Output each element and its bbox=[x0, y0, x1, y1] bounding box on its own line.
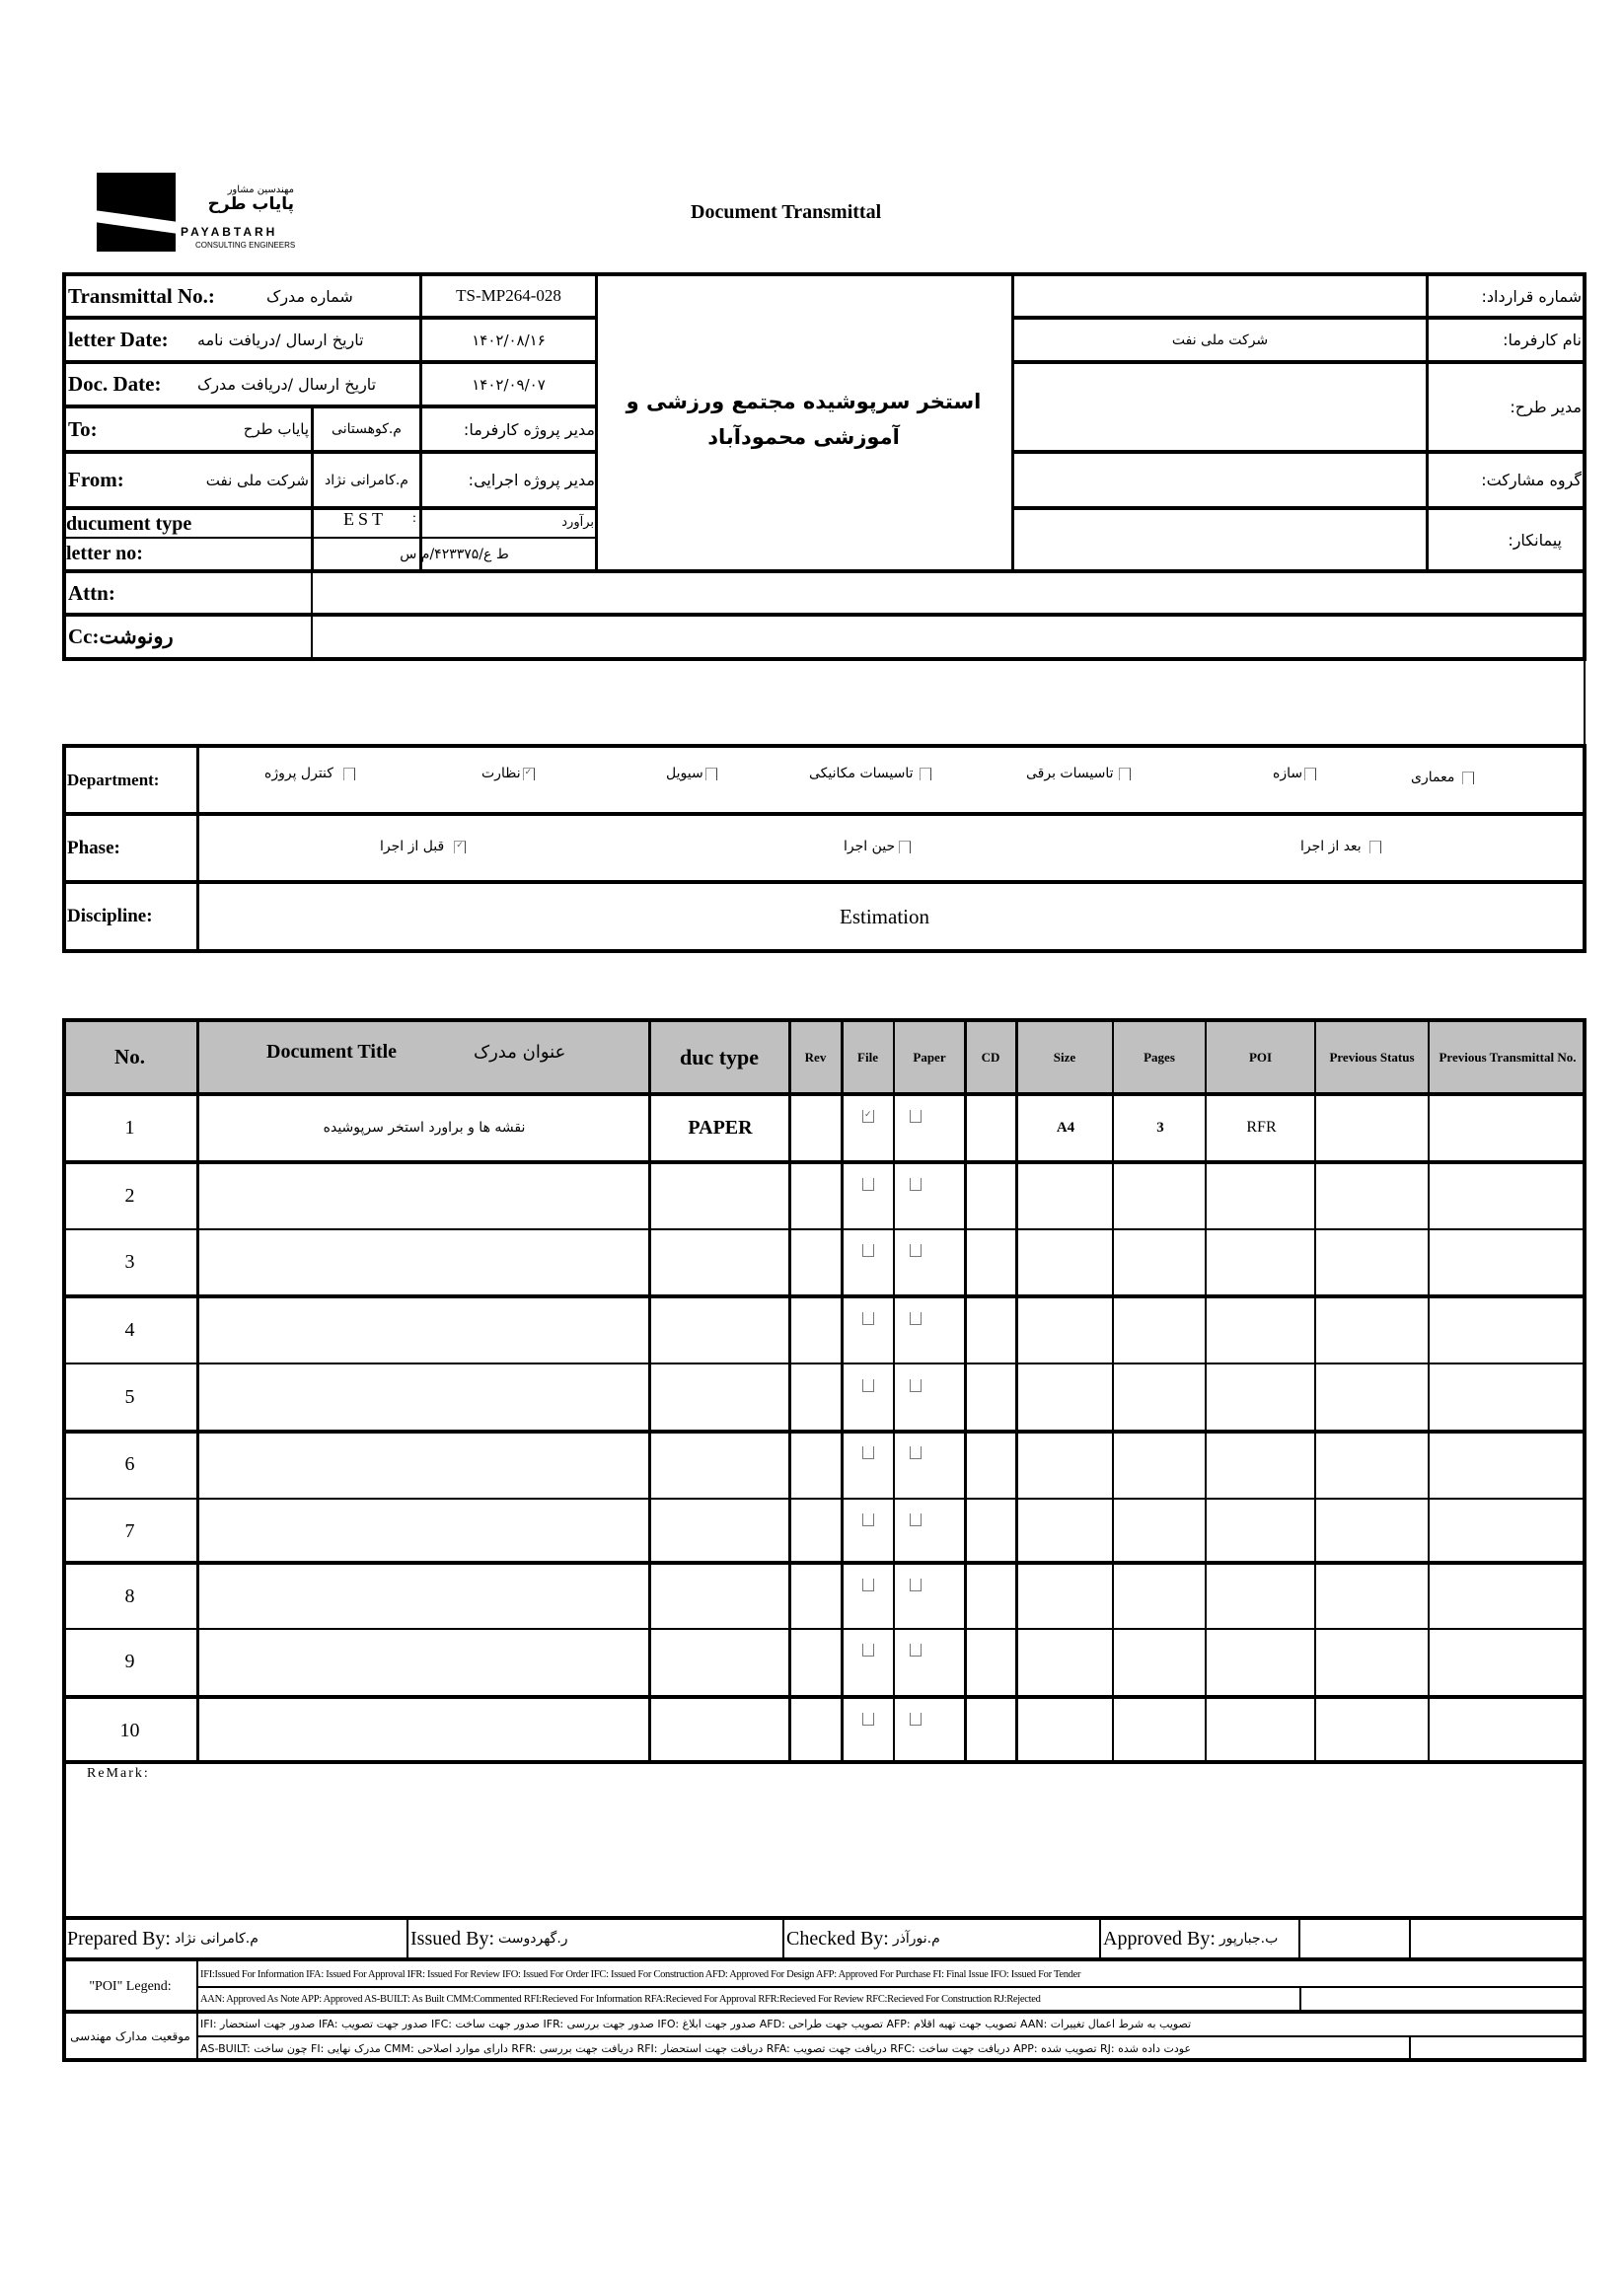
row-type bbox=[651, 1298, 789, 1362]
checkbox-icon[interactable] bbox=[920, 768, 931, 780]
row-prev-transmittal bbox=[1431, 1230, 1583, 1293]
row-poi bbox=[1208, 1365, 1315, 1429]
col-cd: CD bbox=[981, 1049, 1000, 1065]
checked-by: Checked By: م.نورآذر bbox=[786, 1927, 940, 1950]
row-rev bbox=[791, 1500, 841, 1563]
to-label: To: bbox=[68, 416, 98, 441]
discipline-value: Estimation bbox=[840, 904, 929, 928]
contractor-field[interactable] bbox=[1014, 510, 1426, 569]
col-title-en: Document Title bbox=[266, 1040, 398, 1063]
row-cd bbox=[967, 1699, 1016, 1762]
client-value: شرکت ملی نفت bbox=[1171, 332, 1269, 348]
row-paper-checkbox[interactable] bbox=[896, 1166, 935, 1202]
remark-label: ReMark: bbox=[87, 1766, 150, 1781]
row-rev bbox=[791, 1365, 841, 1429]
row-title bbox=[200, 1433, 648, 1496]
checkbox-icon[interactable] bbox=[705, 768, 717, 780]
row-no: 8 bbox=[124, 1584, 135, 1607]
row-size bbox=[1018, 1630, 1113, 1693]
issued-by: Issued By: ر.گهردوست bbox=[410, 1927, 568, 1950]
col-prev-status: Previous Status bbox=[1329, 1049, 1415, 1065]
company-name-en: PAYABTARH bbox=[181, 225, 278, 239]
checkbox-icon[interactable] bbox=[910, 1110, 922, 1123]
row-prev-status bbox=[1317, 1699, 1428, 1762]
row-prev-status bbox=[1317, 1365, 1428, 1429]
row-title bbox=[200, 1365, 648, 1429]
row-pages bbox=[1115, 1630, 1206, 1693]
row-title bbox=[200, 1230, 648, 1293]
row-paper-checkbox[interactable] bbox=[896, 1632, 935, 1667]
row-prev-transmittal bbox=[1431, 1630, 1583, 1693]
row-poi bbox=[1208, 1298, 1315, 1362]
row-title bbox=[200, 1164, 648, 1227]
row-type bbox=[651, 1164, 789, 1227]
row-paper-checkbox[interactable] bbox=[896, 1300, 935, 1336]
row-cd bbox=[967, 1298, 1016, 1362]
row-no: 1 bbox=[124, 1116, 135, 1139]
checkbox-icon[interactable] bbox=[862, 1244, 874, 1257]
row-pages: 3 bbox=[1156, 1119, 1164, 1136]
row-poi bbox=[1208, 1630, 1315, 1693]
company-name-fa: پایاب طرح bbox=[207, 194, 294, 214]
row-type bbox=[651, 1433, 789, 1496]
checkbox-icon[interactable] bbox=[910, 1713, 922, 1726]
status-legend-label: موقعیت مدارک مهندسی bbox=[70, 2028, 190, 2043]
from-person: م.کامرانی نژاد bbox=[325, 472, 408, 488]
row-no: 5 bbox=[124, 1385, 135, 1408]
checkbox-icon[interactable] bbox=[862, 1446, 874, 1459]
row-no: 4 bbox=[124, 1318, 135, 1341]
row-no: 9 bbox=[124, 1650, 135, 1672]
row-type bbox=[651, 1630, 789, 1693]
to-role-label: مدیر پروژه کارفرما: bbox=[463, 419, 595, 439]
checkbox-icon[interactable] bbox=[910, 1513, 922, 1526]
row-cd bbox=[967, 1365, 1016, 1429]
row-prev-status bbox=[1317, 1230, 1428, 1293]
partnership-label: گروه مشارکت: bbox=[1481, 471, 1582, 489]
dept-option-civil[interactable]: سیویل bbox=[666, 754, 717, 793]
row-file-checkbox[interactable] bbox=[844, 1632, 893, 1667]
attn-label: Attn: bbox=[68, 580, 115, 605]
row-file-checkbox[interactable] bbox=[844, 1435, 893, 1470]
row-prev-status bbox=[1317, 1433, 1428, 1496]
row-prev-transmittal bbox=[1431, 1298, 1583, 1362]
row-no: 10 bbox=[119, 1719, 140, 1741]
letter-date-label-fa: تاریخ ارسال /دریافت نامه bbox=[197, 331, 364, 349]
row-pages bbox=[1115, 1298, 1206, 1362]
row-type bbox=[651, 1230, 789, 1293]
cc-label: Cc:رونوشت bbox=[68, 625, 174, 648]
row-title bbox=[200, 1298, 648, 1362]
checkbox-checked-icon[interactable] bbox=[862, 1110, 874, 1123]
row-size: A4 bbox=[1056, 1119, 1075, 1136]
phase-label: Phase: bbox=[67, 837, 120, 858]
partnership-field[interactable] bbox=[1014, 454, 1426, 506]
doc-type-fa: برآورد bbox=[561, 514, 594, 530]
row-file-checkbox[interactable] bbox=[844, 1098, 893, 1134]
row-paper-checkbox[interactable] bbox=[896, 1502, 935, 1537]
checkbox-icon[interactable] bbox=[1304, 768, 1316, 780]
row-prev-transmittal bbox=[1431, 1164, 1583, 1227]
status-legend-line-1: IFI: صدور جهت استحضار IFA: صدور جهت تصویب IFC: صدور جهت ساخت IFR: صدور جهت بررسی IFO: صدور جهت ابلاغ AFD: تصویب جهت طراحی AFP: تصویب جهت تهیه اقلام AAN: تصویب به شرط اعمال تغییرات bbox=[200, 2018, 1192, 2030]
row-size bbox=[1018, 1164, 1113, 1227]
checkbox-icon[interactable] bbox=[1462, 772, 1474, 784]
poi-legend-line-1: IFI:Issued For Information IFA: Issued For Approval IFR: Issued For Review IFO: Issued For Order IFC: Issued For Construction AFD: Approved For Design AFP: Approved For Purchase FI: Final Issue IFO: Issued For Tender bbox=[200, 1969, 1081, 1980]
poi-legend-label: "POI" Legend: bbox=[89, 1978, 172, 1994]
row-pages bbox=[1115, 1433, 1206, 1496]
row-size bbox=[1018, 1298, 1113, 1362]
contractor-label: پیمانکار: bbox=[1508, 530, 1562, 550]
row-size bbox=[1018, 1230, 1113, 1293]
row-rev bbox=[791, 1699, 841, 1762]
letter-date-label: letter Date: bbox=[68, 328, 169, 351]
checkbox-icon[interactable] bbox=[910, 1446, 922, 1459]
col-rev: Rev bbox=[804, 1049, 827, 1065]
from-role-label: مدیر پروژه اجرایی: bbox=[468, 471, 595, 489]
checkbox-icon[interactable] bbox=[910, 1244, 922, 1257]
dept-option-electrical[interactable]: تاسیسات برقی bbox=[1026, 754, 1131, 793]
checkbox-icon[interactable] bbox=[343, 768, 355, 780]
row-prev-status bbox=[1317, 1500, 1428, 1563]
row-prev-transmittal bbox=[1431, 1699, 1583, 1762]
row-pages bbox=[1115, 1230, 1206, 1293]
remark-box[interactable] bbox=[62, 1760, 1587, 1920]
row-type: PAPER bbox=[688, 1116, 753, 1139]
col-title-fa: عنوان مدرک bbox=[474, 1041, 566, 1063]
phase-option-after[interactable]: بعد از اجرا bbox=[1300, 827, 1381, 866]
col-size: Size bbox=[1053, 1049, 1076, 1065]
prepared-by: Prepared By: م.کامرانی نژاد bbox=[67, 1927, 258, 1950]
row-size bbox=[1018, 1500, 1113, 1563]
row-rev bbox=[791, 1433, 841, 1496]
checkbox-checked-icon[interactable] bbox=[454, 841, 466, 853]
row-prev-status bbox=[1317, 1096, 1428, 1159]
dept-option-project-control[interactable]: کنترل پروژه bbox=[264, 754, 355, 793]
approved-by: Approved By: ب.جبارپور bbox=[1103, 1927, 1279, 1950]
row-pages bbox=[1115, 1164, 1206, 1227]
checkbox-icon[interactable] bbox=[862, 1513, 874, 1526]
project-manager-field[interactable] bbox=[1014, 364, 1426, 450]
row-rev bbox=[791, 1164, 841, 1227]
row-cd bbox=[967, 1500, 1016, 1563]
from-value: شرکت ملی نفت bbox=[205, 471, 309, 489]
row-file-checkbox[interactable] bbox=[844, 1701, 893, 1736]
letter-no-label: letter no: bbox=[66, 543, 143, 564]
row-pages bbox=[1115, 1500, 1206, 1563]
row-prev-status bbox=[1317, 1565, 1428, 1628]
row-prev-status bbox=[1317, 1630, 1428, 1693]
row-prev-status bbox=[1317, 1298, 1428, 1362]
row-paper-checkbox[interactable] bbox=[896, 1701, 935, 1736]
checkbox-checked-icon[interactable] bbox=[523, 768, 535, 780]
row-poi bbox=[1208, 1230, 1315, 1293]
row-file-checkbox[interactable] bbox=[844, 1567, 893, 1602]
row-prev-transmittal bbox=[1431, 1565, 1583, 1628]
row-rev bbox=[791, 1230, 841, 1293]
col-pages: Pages bbox=[1144, 1049, 1175, 1065]
checkbox-icon[interactable] bbox=[910, 1379, 922, 1392]
row-paper-checkbox[interactable] bbox=[896, 1098, 935, 1134]
row-no: 7 bbox=[124, 1519, 135, 1542]
doc-date-value: ۱۴۰۲/۰۹/۰۷ bbox=[472, 375, 546, 394]
status-legend-line-2: AS-BUILT: چون ساخت FI: مدرک نهایی CMM: دارای موارد اصلاحی RFR: دریافت جهت بررسی RFI: دریافت جهت استحضار RFA: دریافت جهت تصویب RFC: دریافت جهت ساخت APP: تصویب شده RJ: عودت داده شده bbox=[200, 2042, 1192, 2055]
row-title: نقشه ها و براورد استخر سرپوشیده bbox=[323, 1120, 526, 1136]
row-poi bbox=[1208, 1500, 1315, 1563]
row-paper-checkbox[interactable] bbox=[896, 1435, 935, 1470]
row-type bbox=[651, 1565, 789, 1628]
doc-type-label: ducument type bbox=[66, 512, 192, 535]
row-size bbox=[1018, 1365, 1113, 1429]
to-value: پایاب طرح bbox=[243, 420, 309, 438]
from-label: From: bbox=[68, 468, 124, 491]
row-prev-status bbox=[1317, 1164, 1428, 1227]
row-poi bbox=[1208, 1433, 1315, 1496]
row-title bbox=[200, 1630, 648, 1693]
transmittal-no-label-fa: شماره مدرک bbox=[266, 286, 353, 306]
checkbox-icon[interactable] bbox=[1119, 768, 1131, 780]
row-size bbox=[1018, 1565, 1113, 1628]
checkbox-icon[interactable] bbox=[862, 1644, 874, 1657]
transmittal-no-value: TS-MP264-028 bbox=[456, 286, 561, 305]
row-no: 2 bbox=[124, 1184, 135, 1207]
dept-option-supervision[interactable]: ✓ نظارت bbox=[481, 754, 535, 793]
doc-date-label-fa: تاریخ ارسال /دریافت مدرک bbox=[197, 375, 377, 394]
row-poi bbox=[1208, 1565, 1315, 1628]
row-size bbox=[1018, 1699, 1113, 1762]
dept-option-mechanical[interactable]: تاسیسات مکانیکی bbox=[809, 754, 931, 793]
row-cd bbox=[967, 1565, 1016, 1628]
checkbox-icon[interactable] bbox=[862, 1312, 874, 1325]
row-rev bbox=[791, 1298, 841, 1362]
project-title: استخر سرپوشیده مجتمع ورزشی و آموزشی محمودآباد bbox=[626, 390, 982, 449]
row-prev-transmittal bbox=[1431, 1365, 1583, 1429]
row-rev bbox=[791, 1565, 841, 1628]
doc-type-separator: : bbox=[412, 511, 416, 526]
row-no: 3 bbox=[124, 1250, 135, 1273]
row-poi bbox=[1208, 1164, 1315, 1227]
row-prev-transmittal bbox=[1431, 1500, 1583, 1563]
row-file-checkbox[interactable] bbox=[844, 1232, 893, 1268]
discipline-label: Discipline: bbox=[67, 906, 153, 926]
client-label: نام کارفرما: bbox=[1503, 331, 1582, 349]
row-cd bbox=[967, 1096, 1016, 1159]
dept-option-structure[interactable]: سازه bbox=[1273, 754, 1316, 793]
row-file-checkbox[interactable] bbox=[844, 1367, 893, 1403]
checkbox-icon[interactable] bbox=[910, 1178, 922, 1191]
phase-option-during[interactable]: حین اجرا bbox=[844, 827, 911, 866]
col-no: No. bbox=[114, 1045, 145, 1068]
doc-date-label: Doc. Date: bbox=[68, 372, 162, 396]
row-type bbox=[651, 1500, 789, 1563]
row-paper-checkbox[interactable] bbox=[896, 1367, 935, 1403]
row-cd bbox=[967, 1230, 1016, 1293]
col-prev-transmittal: Previous Transmittal No. bbox=[1439, 1049, 1577, 1065]
row-rev bbox=[791, 1630, 841, 1693]
transmittal-no-label: Transmittal No.: bbox=[68, 283, 215, 308]
col-poi: POI bbox=[1248, 1049, 1273, 1065]
page-title: Document Transmittal bbox=[691, 201, 882, 223]
row-poi: RFR bbox=[1246, 1119, 1277, 1136]
phase-option-before[interactable]: ✓ قبل از اجرا bbox=[380, 827, 466, 866]
logo-mark-icon bbox=[97, 173, 176, 252]
department-label: Department: bbox=[67, 770, 160, 789]
attn-field[interactable] bbox=[314, 573, 1583, 613]
row-rev bbox=[791, 1096, 841, 1159]
row-pages bbox=[1115, 1565, 1206, 1628]
checkbox-icon[interactable] bbox=[862, 1379, 874, 1392]
checkbox-icon[interactable] bbox=[862, 1579, 874, 1591]
row-prev-transmittal bbox=[1431, 1433, 1583, 1496]
company-name-fa-small: مهندسین مشاور bbox=[227, 184, 294, 195]
row-pages bbox=[1115, 1365, 1206, 1429]
row-paper-checkbox[interactable] bbox=[896, 1567, 935, 1602]
row-title bbox=[200, 1565, 648, 1628]
col-paper: Paper bbox=[913, 1049, 946, 1065]
checkbox-icon[interactable] bbox=[910, 1644, 922, 1657]
row-pages bbox=[1115, 1699, 1206, 1762]
row-poi bbox=[1208, 1699, 1315, 1762]
contract-no-field[interactable] bbox=[1014, 276, 1426, 316]
to-person: م.کوهستانی bbox=[332, 421, 402, 437]
checkbox-icon[interactable] bbox=[910, 1579, 922, 1591]
row-type bbox=[651, 1699, 789, 1762]
row-cd bbox=[967, 1164, 1016, 1227]
project-manager-label: مدیر طرح: bbox=[1510, 398, 1582, 416]
checkbox-icon[interactable] bbox=[862, 1178, 874, 1191]
letter-date-value: ۱۴۰۲/۰۸/۱۶ bbox=[472, 331, 546, 349]
row-cd bbox=[967, 1433, 1016, 1496]
company-logo bbox=[97, 173, 309, 252]
row-file-checkbox[interactable] bbox=[844, 1502, 893, 1537]
row-type bbox=[651, 1365, 789, 1429]
company-tagline: CONSULTING ENGINEERS bbox=[195, 241, 296, 250]
row-file-checkbox[interactable] bbox=[844, 1300, 893, 1336]
col-type: duc type bbox=[679, 1044, 760, 1069]
dept-option-architecture[interactable]: معماری bbox=[1411, 758, 1474, 797]
poi-legend-line-2: AAN: Approved As Note APP: Approved AS-BUILT: As Built CMM:Commented RFI:Recieved For Information RFA:Recieved For Approval RFR:Recieved For Review RFC:Recieved For Construction RJ:Rejected bbox=[200, 1993, 1041, 2005]
col-file: File bbox=[857, 1049, 878, 1065]
row-paper-checkbox[interactable] bbox=[896, 1232, 935, 1268]
contract-no-label: شماره قرارداد: bbox=[1481, 286, 1582, 306]
row-prev-transmittal bbox=[1431, 1096, 1583, 1159]
checkbox-icon[interactable] bbox=[899, 841, 911, 853]
row-size bbox=[1018, 1433, 1113, 1496]
letter-no-value: ط ع/۴۲۳۳۷۵/م س bbox=[400, 546, 509, 562]
checkbox-icon[interactable] bbox=[1369, 841, 1381, 853]
doc-type-code: EST bbox=[343, 508, 388, 529]
row-cd bbox=[967, 1630, 1016, 1693]
checkbox-icon[interactable] bbox=[910, 1312, 922, 1325]
cc-field[interactable] bbox=[314, 617, 1583, 657]
row-title bbox=[200, 1500, 648, 1563]
checkbox-icon[interactable] bbox=[862, 1713, 874, 1726]
row-title bbox=[200, 1699, 648, 1762]
row-no: 6 bbox=[124, 1452, 135, 1475]
row-file-checkbox[interactable] bbox=[844, 1166, 893, 1202]
